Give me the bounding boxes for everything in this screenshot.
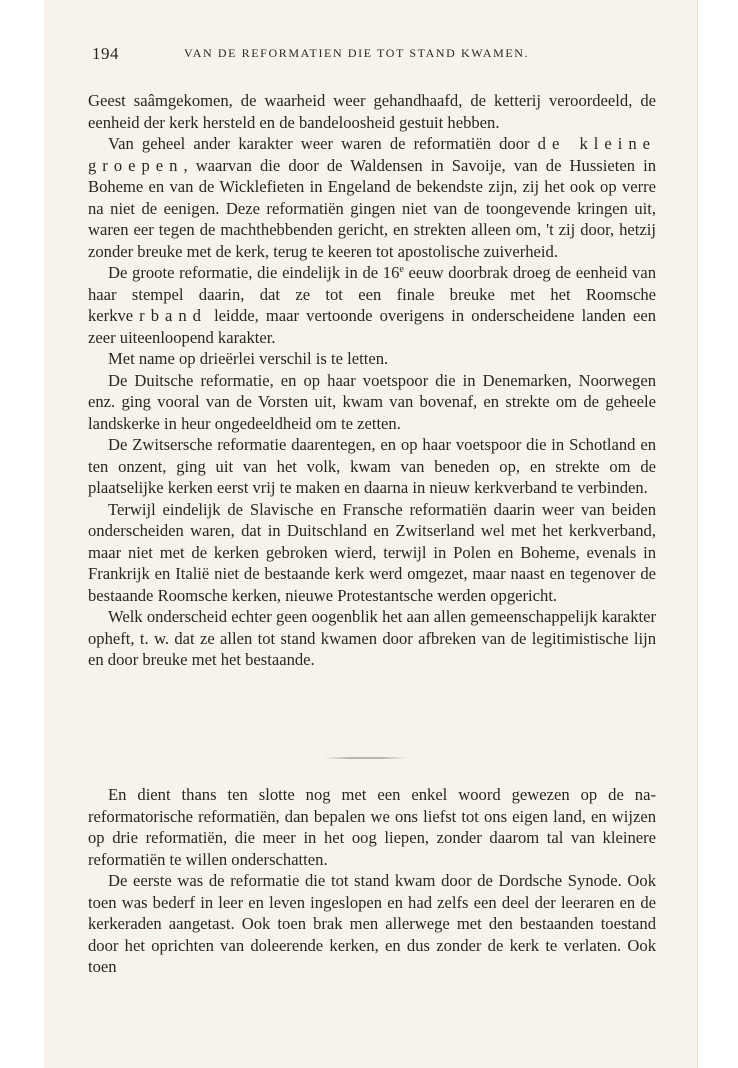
page-header	[92, 44, 656, 66]
paragraph: De Duitsche reformatie, en op haar voetspoor die in Denemarken, Noorwegen enz. ging vooral van de Vorsten uit, kwam van bovenaf, en strekte om de geheele landskerke in heur ongedeeldheid om te zetten.	[88, 370, 656, 433]
paragraph: En dient thans ten slotte nog met een enkel woord gewezen op de na-reformatorische reformatiën, dan bepalen we ons liefst tot ons eigen land, en wijzen op drie reformatiën, die meer in het oog liepen, zonder daarom tal van kleinere reformatiën te willen onderschatten.	[88, 785, 656, 869]
running-title: VAN DE REFORMATIEN DIE TOT STAND KWAMEN.	[184, 46, 530, 60]
spaced-emphasis: erband	[125, 306, 207, 325]
paragraph: Geest saâmgekomen, de waarheid weer gehandhaafd, de ketterij veroordeeld, de eenheid der kerk hersteld en de bandeloosheid gestuit hebben.	[88, 91, 656, 132]
section-divider	[324, 757, 406, 759]
paragraph: De Zwitsersche reformatie daarentegen, en op haar voetspoor die in Schotland en ten onzent, ging uit van het volk, kwam van beneden op, en strekte om de plaatselijke kerken eerst vrij te maken en daarna in nieuw kerkverband te verbinden.	[88, 435, 656, 497]
paragraph: Van geheel ander karakter weer waren de reformatiën door de kleine groepen, waarvan die door de Waldensen in Savoije, van de Hussieten in Boheme en van de Wicklefieten in Engeland de bekendste zijn, zij het ook op verre na niet de eenigen. Deze reformatiën gingen niet van de toongevende kringen uit, waren eer tegen de machthebbenden gericht, en strekten alleen om, 't zij door, hetzij zonder breuke met de kerk, terug te keeren tot apostolische zuiverheid.	[88, 134, 657, 261]
paragraph: De groote reformatie, die eindelijk in de 16e eeuw doorbrak droeg de eenheid van haar stempel daarin, dat ze tot een finale breuke met het Roomsche kerkverband leidde, maar vertoonde overigens in onderscheidene landen een zeer uiteenloopend karakter.	[88, 263, 656, 347]
body-text-section-1	[88, 90, 656, 671]
paragraph: Met name op drieërlei verschil is te letten.	[108, 349, 389, 368]
body-text-section-2	[88, 784, 656, 978]
paragraph: Welk onderscheid echter geen oogenblik het aan allen gemeenschappelijk karakter opheft, t. w. dat ze allen tot stand kwamen door afbreken van de legitimistische lijn en door breuke met het bestaande.	[88, 607, 656, 669]
page-number: 194	[92, 44, 119, 63]
spaced-emphasis: de kleine groepen	[88, 134, 657, 175]
paragraph: De eerste was de reformatie die tot stand kwam door de Dordsche Synode. Ook toen was bederf in leer en leven ingeslopen en had zelfs een deel der leeraren en de kerkeraden aangetast. Ook toen brak men allerwege met den bestaanden toestand door het oprichten van doleerende kerken, en dus zonder de kerk te verlaten. Ook toen	[88, 871, 656, 976]
superscript: e	[399, 264, 404, 275]
paragraph: Terwijl eindelijk de Slavische en Fransche reformatiën daarin weer van beiden onderscheiden waren, dat in Duitschland en Zwitserland wel met het kerkverband, maar niet met de kerken gebroken wierd, terwijl in Polen en Boheme, evenals in Frankrijk en Italië niet de bestaande kerk werd omgezet, maar naast en tegenover de bestaande Roomsche kerken, nieuwe Protestantsche werden opgericht.	[88, 499, 656, 605]
